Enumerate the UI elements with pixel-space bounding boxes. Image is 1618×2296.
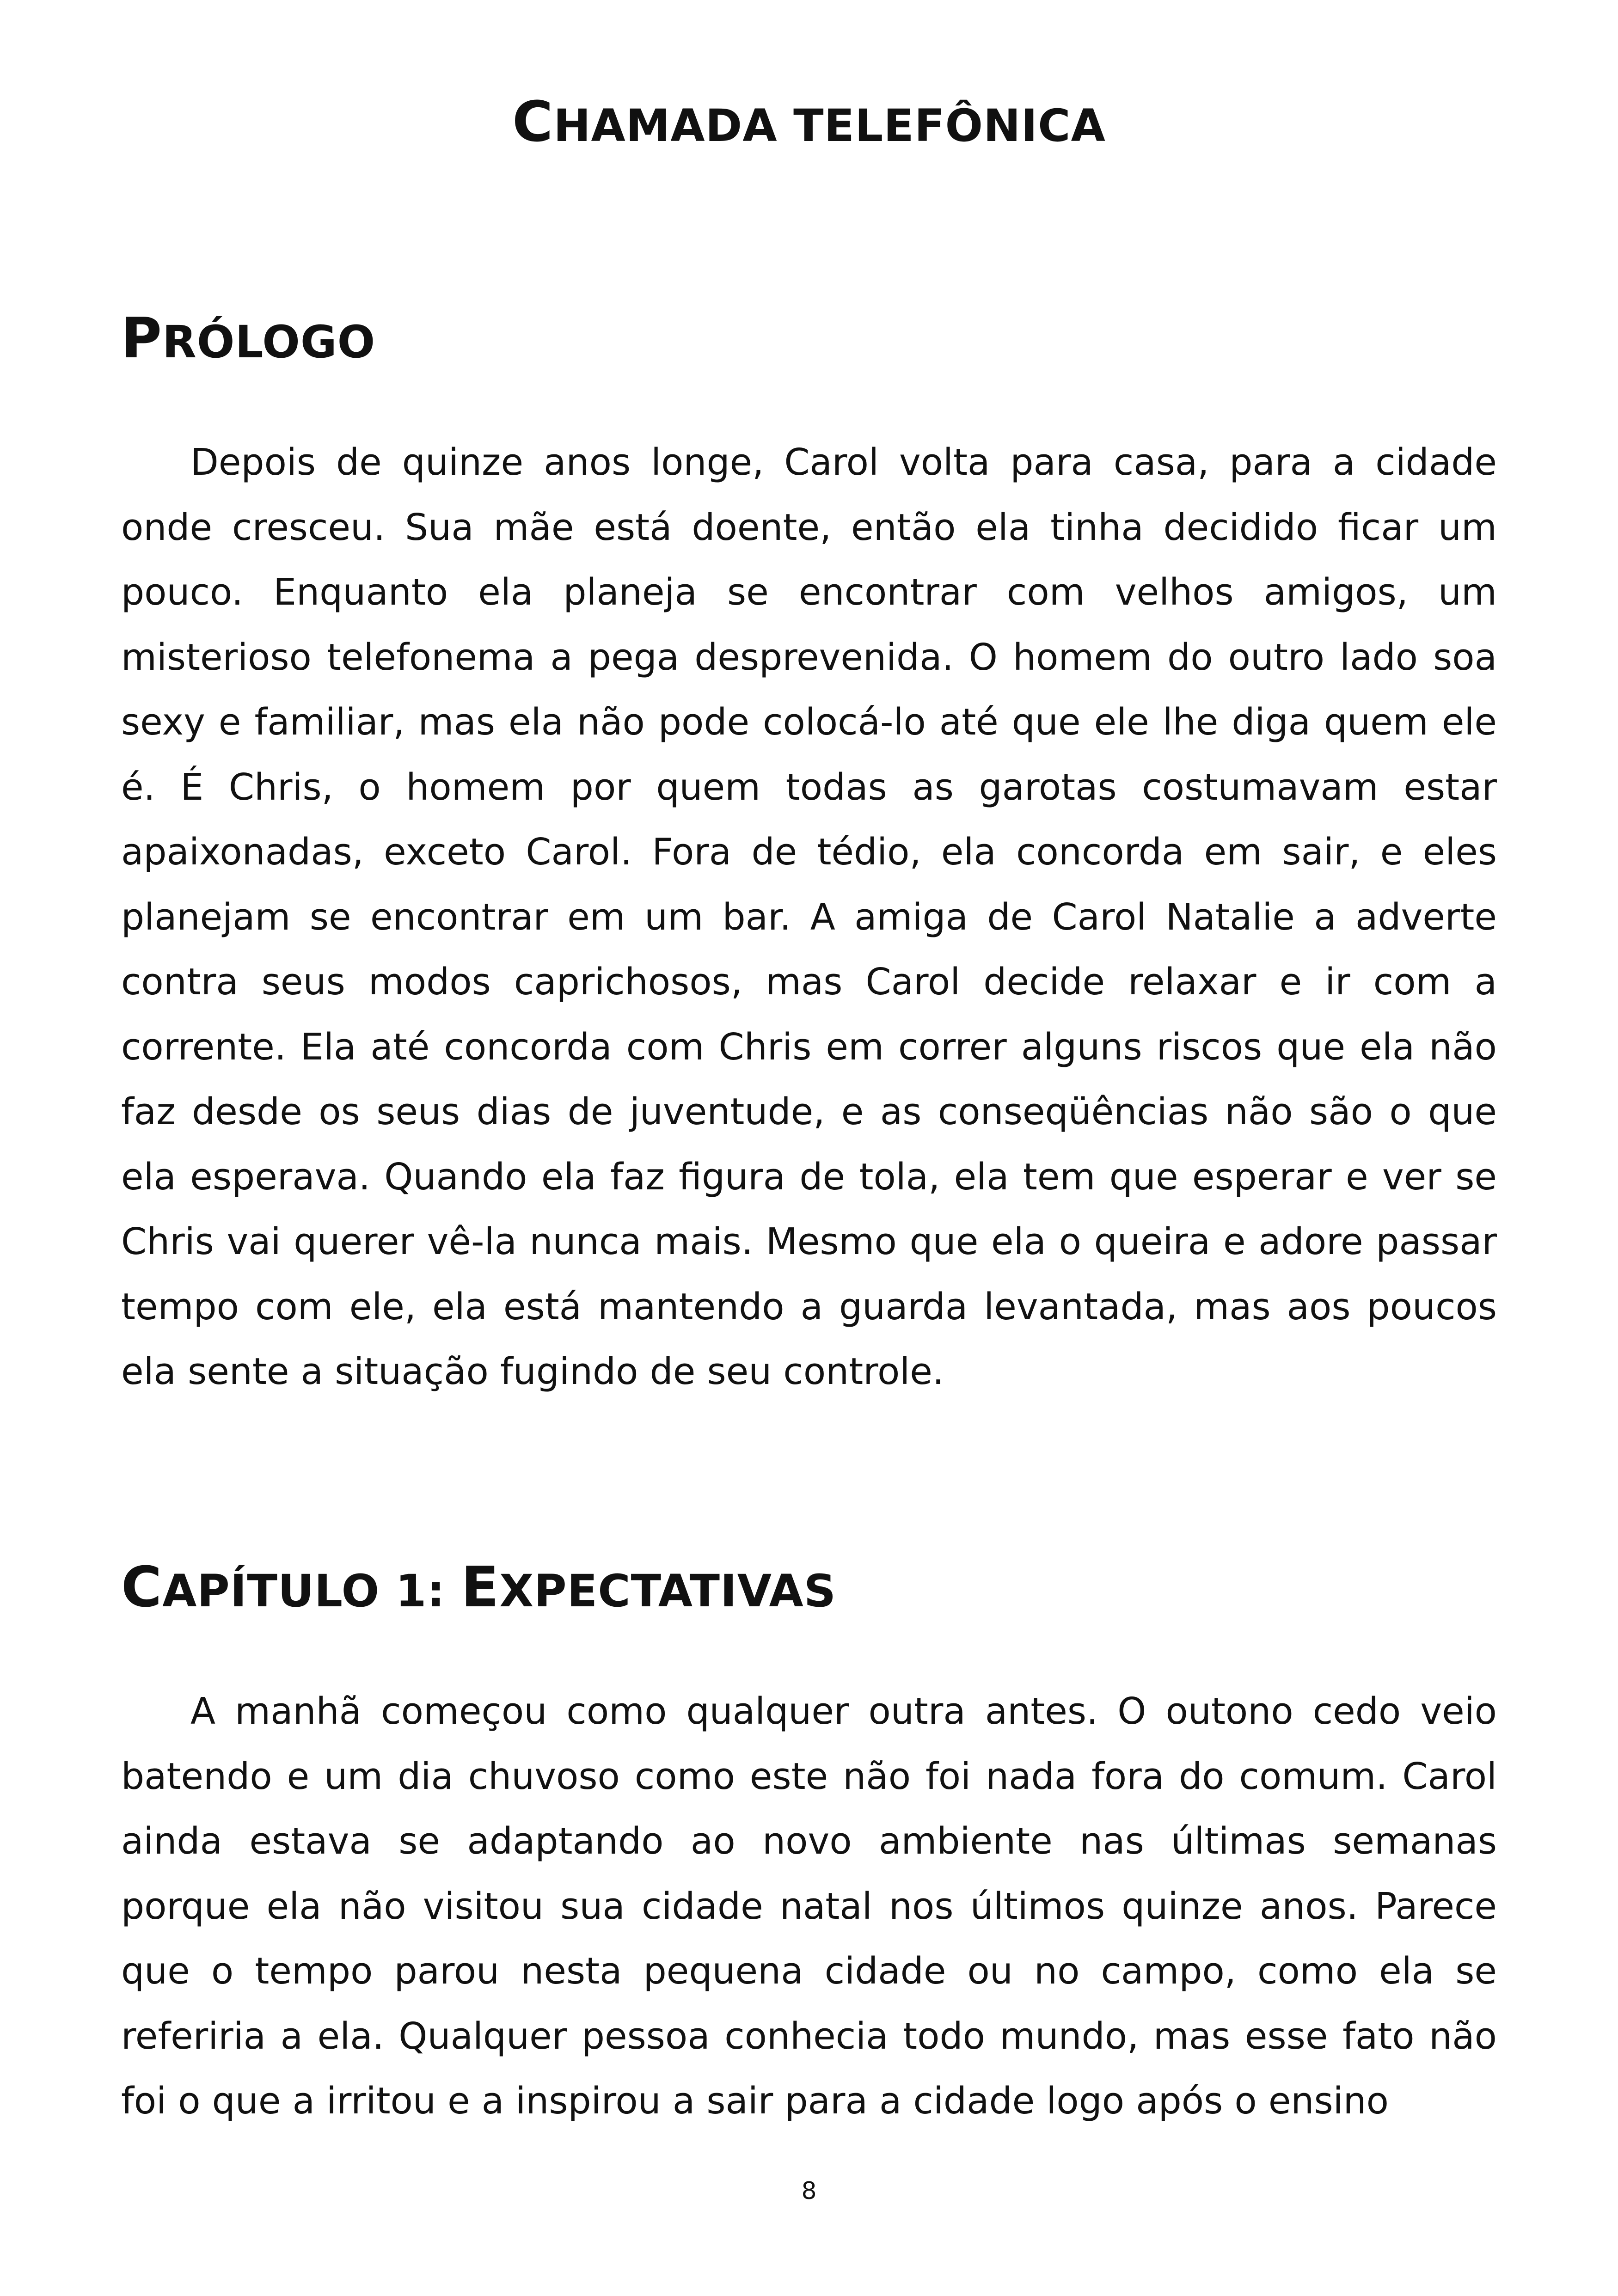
section-heading-capitulo-1 — [121, 1555, 836, 1621]
heading-rest: XPECTATIVAS — [499, 1565, 836, 1617]
capitulo-1-paragraph: A manhã começou como qualquer outra antes. O outono cedo veio batendo e um dia chuvoso como este não foi nada fora do comum. Carol ainda estava se adaptando ao novo ambiente nas últimas semanas porque ela não visitou sua cidade natal nos últimos quinze anos. Parece que o tempo parou nesta pequena cidade ou no campo, como ela se referiria a ela. Qualquer pessoa conhecia todo mundo, mas esse fato não foi o que a irritou e a inspirou a sair para a cidade logo após o ensino — [121, 1690, 1497, 2122]
document-title — [0, 92, 1618, 156]
page-number: 8 — [801, 2177, 817, 2205]
heading-initial: C — [121, 1555, 163, 1620]
heading-middle: APÍTULO 1: — [162, 1565, 461, 1617]
section-heading-prologo — [121, 306, 376, 372]
title-rest: HAMADA TELEFÔNICA — [553, 100, 1106, 152]
heading-rest: RÓLOGO — [162, 316, 376, 368]
title-initial: C — [512, 90, 554, 154]
heading-initial: P — [121, 306, 162, 371]
prologo-paragraph: Depois de quinze anos longe, Carol volta para casa, para a cidade onde cresceu. Sua mãe está doente, então ela tinha decidido ficar um pouco. Enquanto ela planeja se encontrar com velhos amigos, um misterioso telefonema a pega desprevenida. O homem do outro lado soa sexy e familiar, mas ela não pode colocá-lo até que ele lhe diga quem ele é. É Chris, o homem por quem todas as garotas costumavam estar apaixonadas, exceto Carol. Fora de tédio, ela concorda em sair, e eles planejam se encontrar em um bar. A amiga de Carol Natalie a adverte contra seus modos caprichosos, mas Carol decide relaxar e ir com a corrente. Ela até concorda com Chris em correr alguns riscos que ela não faz desde os seus dias de juventude, e as conseqüências não são o que ela esperava. Quando ela faz figura de tola, ela tem que esperar e ver se Chris vai querer vê-la nunca mais. Mesmo que ela o queira e adore passar tempo com ele, ela está mantendo a guarda levantada, mas aos poucos ela sente a situação fugindo de seu controle. — [121, 441, 1497, 1393]
heading-second-initial: E — [461, 1555, 500, 1620]
